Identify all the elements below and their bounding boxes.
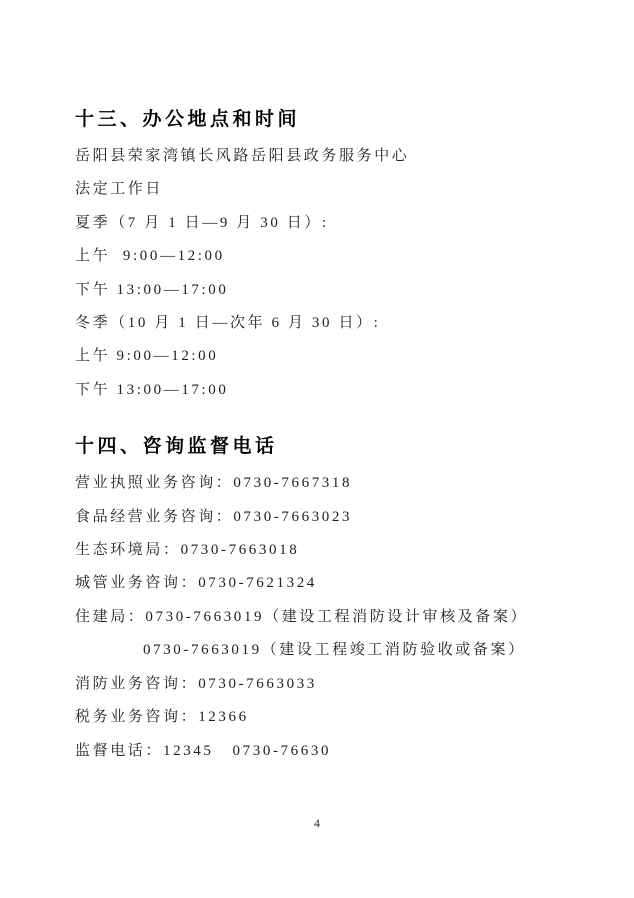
doc-line-ecology-bureau-phone: 生态环境局：0730-7663018 bbox=[75, 542, 300, 559]
doc-line-workdays: 法定工作日 bbox=[75, 181, 164, 198]
section-body-office-location-and-hours bbox=[75, 140, 586, 407]
doc-line-winter-period: 冬季（10 月 1 日—次年 6 月 30 日）: bbox=[75, 315, 381, 332]
doc-line-fire-services-phone: 消防业务咨询：0730-7663033 bbox=[75, 675, 317, 692]
doc-line-summer-morning: 上午 9:00—12:00 bbox=[75, 248, 225, 265]
page-number: 4 bbox=[314, 816, 320, 830]
doc-line-urban-management-phone: 城管业务咨询：0730-7621324 bbox=[75, 575, 317, 592]
doc-line-summer-period: 夏季（7 月 1 日—9 月 30 日）: bbox=[75, 214, 329, 231]
doc-line-address: 岳阳县荣家湾镇长风路岳阳县政务服务中心 bbox=[75, 148, 410, 164]
doc-line-housing-bureau-phone-1: 住建局：0730-7663019（建设工程消防设计审核及备案） bbox=[75, 608, 529, 625]
section-body-consultation-supervision-phones bbox=[75, 467, 586, 768]
doc-line-winter-afternoon: 下午 13:00—17:00 bbox=[75, 381, 229, 398]
doc-line-winter-morning: 上午 9:00—12:00 bbox=[75, 348, 219, 365]
doc-line-tax-services-phone: 税务业务咨询：12366 bbox=[75, 709, 249, 726]
section-heading-consultation-supervision-phones: 十四、咨询监督电话 bbox=[75, 436, 278, 458]
section-heading-office-location-and-hours: 十三、办公地点和时间 bbox=[75, 109, 301, 130]
doc-line-housing-bureau-phone-2: 0730-7663019（建设工程竣工消防验收或备案） bbox=[143, 642, 526, 659]
document-content bbox=[75, 106, 586, 768]
doc-line-business-license-phone: 营业执照业务咨询：0730-7667318 bbox=[75, 475, 353, 492]
doc-line-supervision-phone: 监督电话：12345 0730-76630 bbox=[75, 742, 332, 759]
doc-line-food-business-phone: 食品经营业务咨询：0730-7663023 bbox=[75, 508, 353, 525]
doc-line-summer-afternoon: 下午 13:00—17:00 bbox=[75, 281, 229, 298]
